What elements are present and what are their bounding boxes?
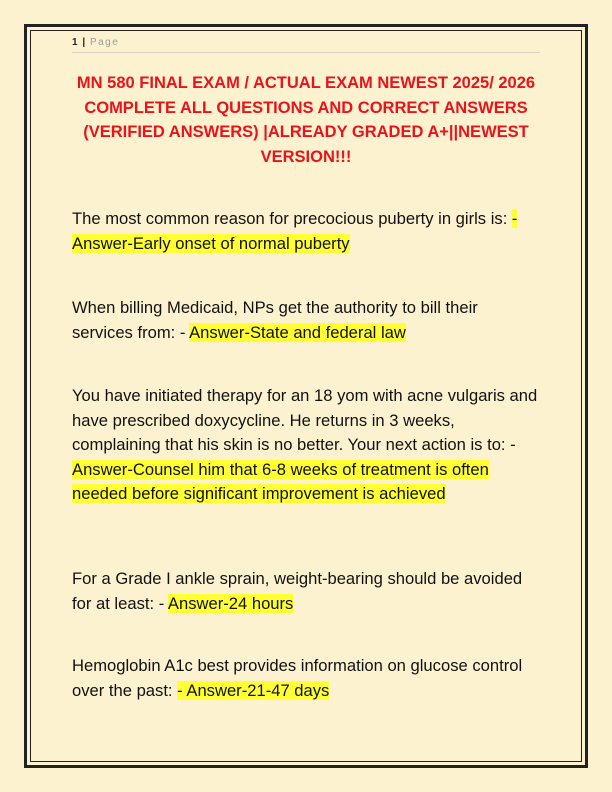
page-number: 1 xyxy=(72,37,78,48)
answer-highlight: - Answer-Early onset of normal puberty xyxy=(72,209,518,253)
question-text: Hemoglobin A1c best provides information on glucose control over the past: xyxy=(72,656,523,700)
question-text: When billing Medicaid, NPs get the authority to bill their services from: - xyxy=(72,298,478,342)
answer-highlight: Answer-State and federal law xyxy=(189,322,406,342)
document-title: MN 580 FINAL EXAM / ACTUAL EXAM NEWEST 2025/ 2026 COMPLETE ALL QUESTIONS AND CORRECT ANSWERS (VERIFIED ANSWERS) |ALREADY GRADED A+||NEWEST VERSION!!! xyxy=(76,74,536,166)
page-header xyxy=(72,36,540,53)
answer-highlight: Answer-Counsel him that 6-8 weeks of treatment is often needed before significant improvement is achieved xyxy=(72,459,489,503)
qa-item xyxy=(72,296,542,345)
page-separator: | xyxy=(82,37,86,48)
answer-highlight: Answer-24 hours xyxy=(167,593,294,613)
qa-item xyxy=(72,207,542,256)
qa-item xyxy=(72,654,542,703)
answer-highlight: - Answer-21-47 days xyxy=(177,680,330,700)
question-text: The most common reason for precocious puberty in girls is: xyxy=(72,209,512,228)
qa-item xyxy=(72,384,542,507)
page-label: Page xyxy=(89,37,120,48)
question-text: You have initiated therapy for an 18 yom with acne vulgaris and have prescribed doxycycline. He returns in 3 weeks, complaining that his skin is no better. Your next action is to: - xyxy=(72,386,538,454)
qa-item xyxy=(72,567,542,616)
question-text: For a Grade I ankle sprain, weight-bearing should be avoided for at least: - xyxy=(72,569,523,613)
